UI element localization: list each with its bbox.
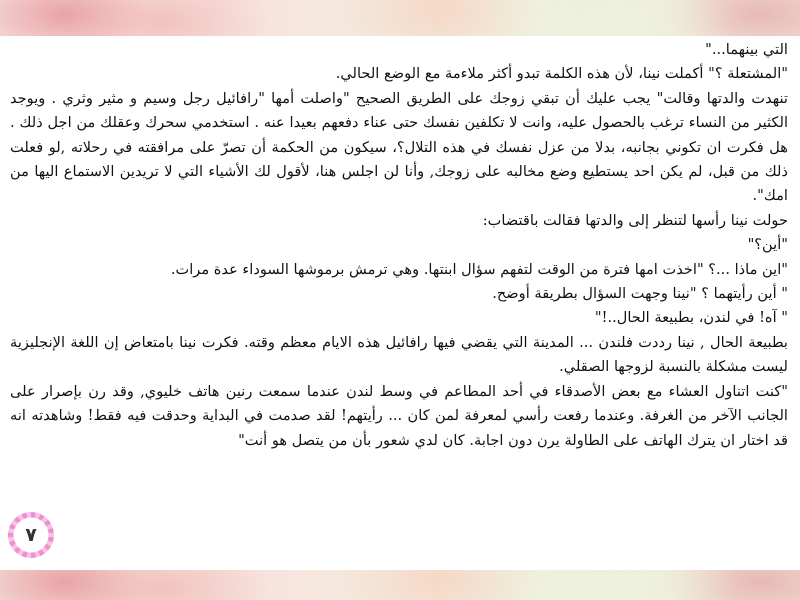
decorative-rose-band-top xyxy=(0,0,800,36)
paragraph: تنهدت والدتها وقالت" يجب عليك أن تبقي زوجك على الطريق الصحيح "واصلت أمها "رافائيل رجل وسيم و مثير وثري . ويوجد الكثير من النساء ترغب بالحصول عليه، وانت لا تكلفين نفسك حتى عناء دفعهم بعيدا عنه . استخدمي سحرك وعقلك من اجل ذلك . هل فكرت ان تكوني بجانبه، بدلا من عزل نفسك في هذه التلال؟، سيكون من الحكمة أن تصرّ على مرافقته في رحلاته ,لو فعلت ذلك من قبل، لم يكن احد يستطيع وضع مخالبه على زوجك, وأنا لن اجلس هنا، لأقول لك الأشياء التي لا تريدين الاستماع اليها من امك". xyxy=(10,89,788,205)
paragraph: "اين ماذا ...؟ "اخذت امها فترة من الوقت لتفهم سؤال ابنتها. وهي ترمش برموشها السوداء عدة مرات. xyxy=(170,260,788,278)
paragraph: " آه! في لندن، بطبيعة الحال..!" xyxy=(594,309,788,327)
paragraph: حولت نينا رأسها لتنظر إلى والدتها فقالت باقتضاب: xyxy=(482,211,788,229)
paragraph: بطبيعة الحال , نينا رددت فلندن ... المدينة التي يقضي فيها رافائيل هذه الايام معظم وقته. فكرت نينا بامتعاض إن اللغة الإنجليزية ليست مشكلة بالنسبة لزوجها الصقلي. xyxy=(10,333,788,376)
paragraph: "أين؟" xyxy=(747,236,788,254)
paragraph: التي بينهما..." xyxy=(705,41,788,58)
decorative-rose-band-bottom xyxy=(0,570,800,600)
paragraph: "المشتعلة ؟" أكملت نينا، لأن هذه الكلمة تبدو أكثر ملاءمة مع الوضع الحالي. xyxy=(335,65,788,83)
book-page xyxy=(0,36,800,570)
paragraph: "كنت اتناول العشاء مع بعض الأصدقاء في أحد المطاعم في وسط لندن عندما سمعت رنين هاتف خليوي, وقد رن بإصرار على الجانب الآخر من الغرفة. وعندما رفعت رأسي لمعرفة لمن كان ... رأيتهم! لقد صدمت في البداية وحدقت فيه فقط! وشاهدته انه قد اختار ان يترك الهاتف على الطاولة يرن دون اجابة. كان لدي شعور بأن من يتصل هو أنت" xyxy=(10,382,788,449)
page-number: ٧ xyxy=(25,524,37,546)
paragraph: " أين رأيتهما ؟ "نينا وجهت السؤال بطريقة أوضح. xyxy=(492,285,788,303)
page-number-badge xyxy=(8,512,54,558)
page-text xyxy=(10,38,788,453)
